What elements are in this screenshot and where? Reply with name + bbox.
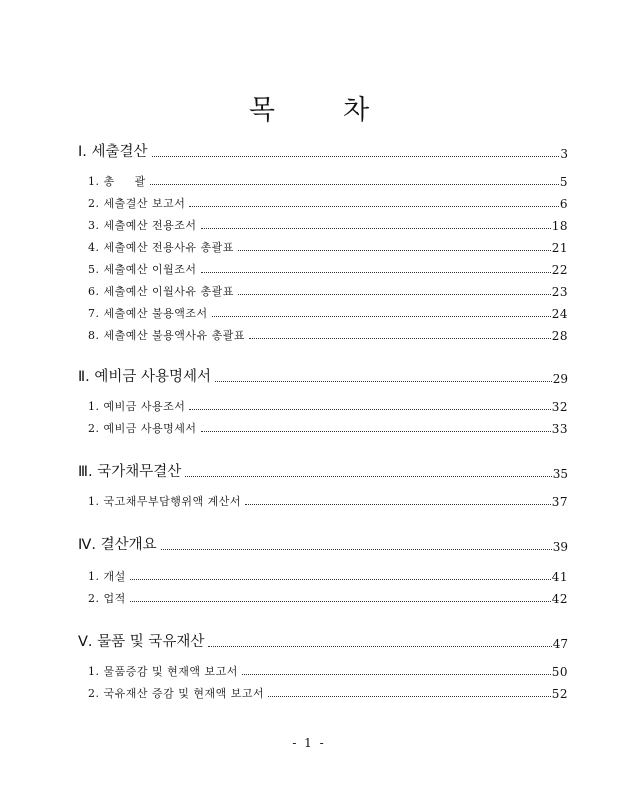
toc-entry-page: 35 bbox=[552, 467, 568, 481]
toc-dot-leader bbox=[249, 338, 551, 339]
toc-sub-entry bbox=[88, 663, 568, 679]
toc-dot-leader bbox=[268, 696, 551, 697]
page-title bbox=[0, 88, 618, 127]
toc-sub-entry bbox=[88, 217, 568, 233]
toc-entry-label: 1. 개설 bbox=[88, 570, 126, 583]
toc-entry-page: 5 bbox=[559, 175, 568, 189]
toc-entry-page: 52 bbox=[551, 687, 568, 701]
toc-dot-leader bbox=[242, 674, 551, 675]
toc-section-entry bbox=[78, 630, 568, 651]
toc-section-entry bbox=[78, 140, 568, 161]
toc-section-entry bbox=[78, 533, 568, 554]
toc-sub-entry bbox=[88, 283, 568, 299]
toc-section-entry bbox=[78, 460, 568, 481]
toc-entry-page: 29 bbox=[552, 372, 568, 386]
toc-section-entry bbox=[78, 365, 568, 386]
toc-entry-label: Ⅲ. 국가채무결산 bbox=[78, 464, 182, 480]
toc-entry-label: Ⅳ. 결산개요 bbox=[78, 537, 157, 553]
toc-dot-leader bbox=[201, 272, 551, 273]
toc-entry-label: 1. 예비금 사용조서 bbox=[88, 400, 186, 413]
toc-entry-page: 42 bbox=[551, 592, 568, 606]
toc-sub-entry bbox=[88, 261, 568, 277]
toc-dot-leader bbox=[189, 409, 550, 410]
toc-entry-page: 37 bbox=[551, 495, 568, 509]
toc-entry-label: 2. 예비금 사용명세서 bbox=[88, 422, 197, 435]
toc-entry-page: 23 bbox=[551, 285, 568, 299]
toc-entry-label: 1. 국고채무부담행위액 계산서 bbox=[88, 495, 241, 508]
toc-dot-leader bbox=[245, 504, 551, 505]
toc-entry-label: 1. 물품증감 및 현재액 보고서 bbox=[88, 665, 238, 678]
toc-entry-page: 39 bbox=[552, 540, 568, 554]
toc-entry-label: Ⅰ. 세출결산 bbox=[78, 144, 148, 160]
toc-entry-page: 50 bbox=[551, 665, 568, 679]
toc-sub-entry bbox=[88, 685, 568, 701]
toc-entry-page: 24 bbox=[551, 307, 568, 321]
toc-sub-entry bbox=[88, 173, 568, 189]
toc-sub-entry bbox=[88, 590, 568, 606]
toc-entry-label: 7. 세출예산 불용액조서 bbox=[88, 307, 208, 320]
toc-dot-leader bbox=[185, 476, 551, 477]
toc-entry-label: 4. 세출예산 전용사유 총괄표 bbox=[88, 241, 234, 254]
toc-sub-entry bbox=[88, 305, 568, 321]
toc-entry-label: 3. 세출예산 전용조서 bbox=[88, 219, 197, 232]
toc-entry-page: 28 bbox=[551, 329, 568, 343]
toc-entry-page: 3 bbox=[560, 147, 568, 161]
toc-entry-label: 2. 업적 bbox=[88, 592, 126, 605]
toc-entry-page: 22 bbox=[551, 263, 568, 277]
toc-dot-leader bbox=[161, 549, 552, 550]
toc-entry-label: 2. 세출결산 보고서 bbox=[88, 197, 186, 210]
page-number: - 1 - bbox=[292, 736, 326, 750]
toc-dot-leader bbox=[201, 431, 551, 432]
toc-dot-leader bbox=[215, 381, 552, 382]
toc-dot-leader bbox=[212, 316, 551, 317]
toc-dot-leader bbox=[150, 184, 559, 185]
toc-entry-label: 1. 총 괄 bbox=[88, 175, 146, 188]
toc-entry-page: 21 bbox=[551, 241, 568, 255]
toc-dot-leader bbox=[130, 601, 551, 602]
toc-sub-entry bbox=[88, 568, 568, 584]
toc-entry-label: 5. 세출예산 이월조서 bbox=[88, 263, 197, 276]
title-char-1: 목 bbox=[248, 95, 275, 126]
title-char-2: 차 bbox=[343, 95, 370, 126]
toc-entry-page: 41 bbox=[551, 570, 568, 584]
toc-sub-entry bbox=[88, 327, 568, 343]
toc-entry-label: 2. 국유재산 증감 및 현재액 보고서 bbox=[88, 687, 265, 700]
toc-entry-page: 6 bbox=[559, 197, 568, 211]
toc-sub-entry bbox=[88, 195, 568, 211]
toc-entry-label: 8. 세출예산 불용액사유 총괄표 bbox=[88, 329, 245, 342]
toc-dot-leader bbox=[238, 250, 551, 251]
toc-dot-leader bbox=[189, 206, 558, 207]
toc-dot-leader bbox=[130, 579, 551, 580]
toc-sub-entry bbox=[88, 239, 568, 255]
toc-entry-label: Ⅴ. 물품 및 국유재산 bbox=[78, 634, 205, 650]
toc-sub-entry bbox=[88, 398, 568, 414]
toc-entry-page: 47 bbox=[552, 637, 568, 651]
toc-sub-entry bbox=[88, 420, 568, 436]
toc-entry-page: 32 bbox=[551, 400, 568, 414]
toc-sub-entry bbox=[88, 493, 568, 509]
toc-dot-leader bbox=[201, 228, 551, 229]
toc-dot-leader bbox=[208, 646, 551, 647]
toc-dot-leader bbox=[238, 294, 551, 295]
toc-entry-page: 18 bbox=[551, 219, 568, 233]
toc-entry-label: Ⅱ. 예비금 사용명세서 bbox=[78, 369, 212, 385]
toc-entry-page: 33 bbox=[551, 422, 568, 436]
toc-dot-leader bbox=[152, 156, 560, 157]
toc-entry-label: 6. 세출예산 이월사유 총괄표 bbox=[88, 285, 234, 298]
